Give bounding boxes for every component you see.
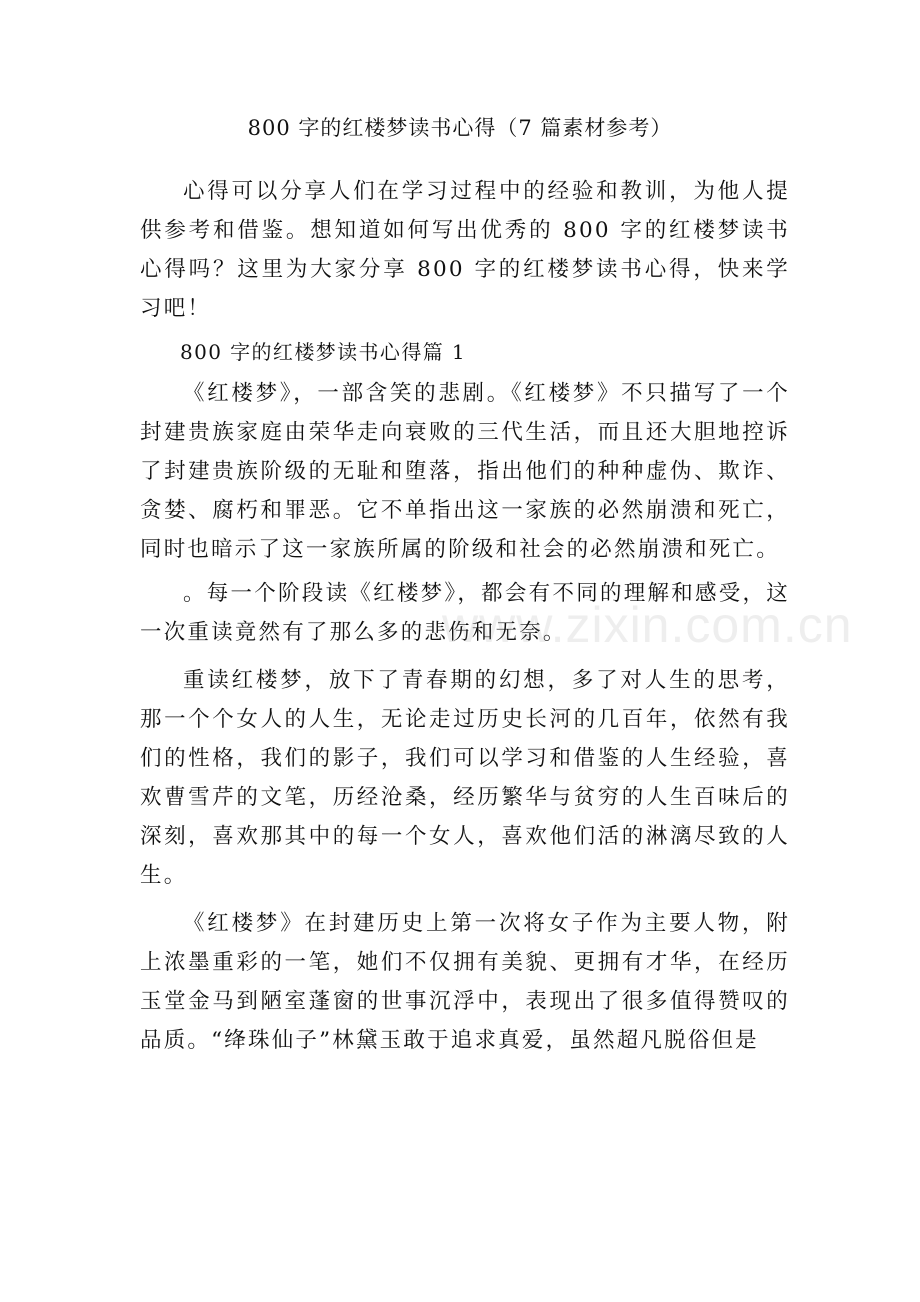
intro-paragraph: 心得可以分享人们在学习过程中的经验和教训，为他人提供参考和借鉴。想知道如何写出优秀的 800 字的红楼梦读书心得吗？这里为大家分享 800 字的红楼梦读书心得，快来学习吧！ (140, 179, 790, 321)
document-title: 800 字的红楼梦读书心得（7 篇素材参考） (247, 116, 673, 140)
body-paragraph: 重读红楼梦，放下了青春期的幻想，多了对人生的思考，那一个个女人的人生，无论走过历史长河的几百年，依然有我们的性格，我们的影子，我们可以学习和借鉴的人生经验，喜欢曹雪芹的文笔，历经沧桑，经历繁华与贫穷的人生百味后的深刻，喜欢那其中的每一个女人，喜欢他们活的淋漓尽致的人生。 (140, 668, 790, 888)
section-heading: 800 字的红楼梦读书心得篇 1 (180, 340, 467, 364)
body-paragraph: 《红楼梦》，一部含笑的悲剧。《红楼梦》不只描写了一个封建贵族家庭由荣华走向衰败的三代生活，而且还大胆地控诉了封建贵族阶级的无耻和堕落，指出他们的种种虚伪、欺诈、贪婪、腐朽和罪恶。它不单指出这一家族的必然崩溃和死亡，同时也暗示了这一家族所属的阶级和社会的必然崩溃和死亡。 (140, 381, 790, 562)
document-body (140, 172, 790, 1060)
body-paragraph: 。每一个阶段读《红楼梦》，都会有不同的理解和感受，这一次重读竟然有了那么多的悲伤和无奈。 (140, 581, 790, 645)
body-paragraph: 《红楼梦》在封建历史上第一次将女子作为主要人物，附上浓墨重彩的一笔，她们不仅拥有美貌、更拥有才华，在经历玉堂金马到陋室蓬窗的世事沉浮中，表现出了很多值得赞叹的品质。“绛珠仙子”林黛玉敢于追求真爱，虽然超凡脱俗但是 (140, 911, 790, 1053)
watermark-text: www.zixin.com.cn (442, 597, 853, 653)
